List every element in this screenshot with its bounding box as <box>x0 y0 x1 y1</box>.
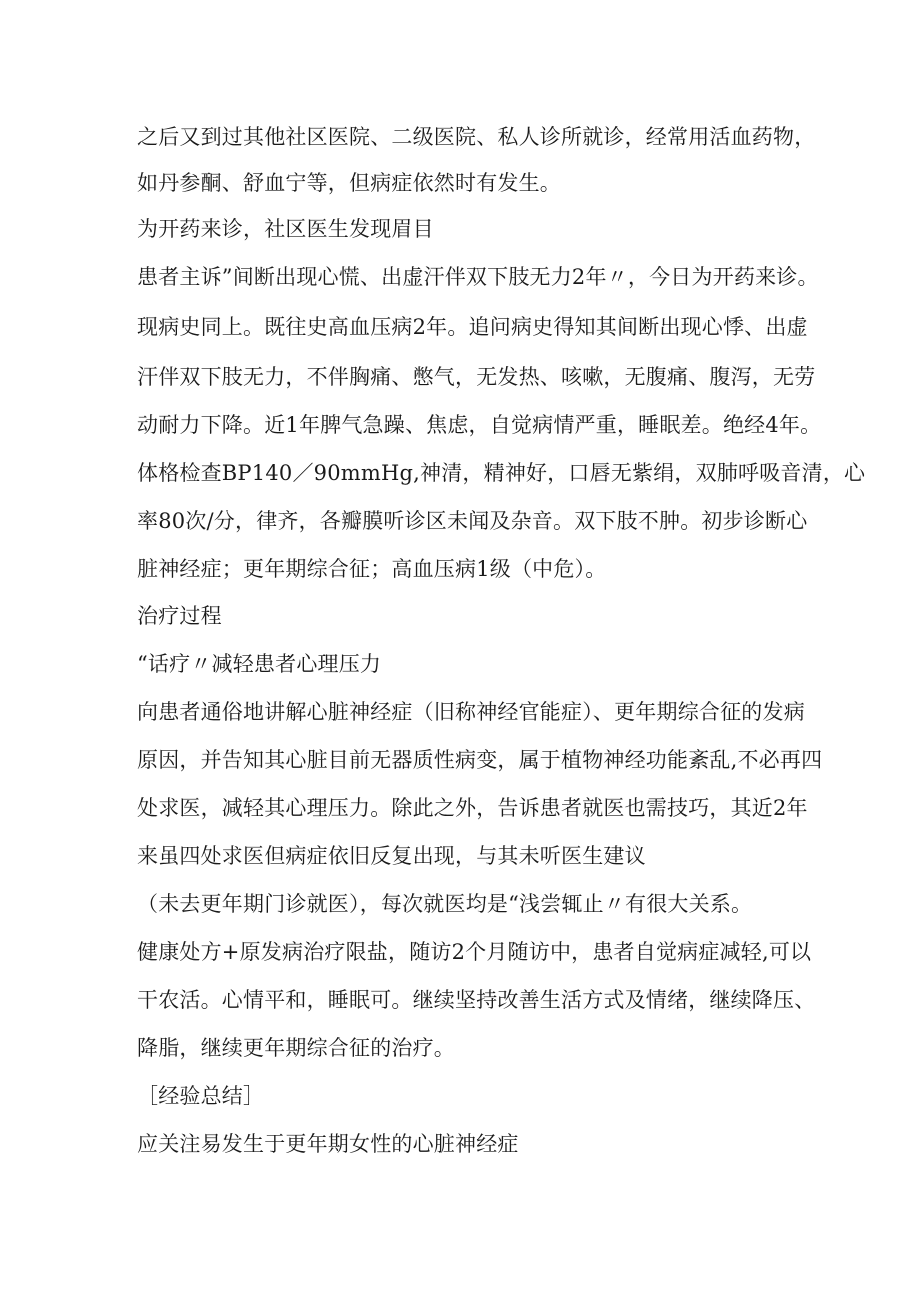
text-line: 脏神经症；更年期综合征；高血压病1级（中危）。 <box>137 557 607 581</box>
text-line: 原因，并告知其心脏目前无器质性病变，属于植物神经功能紊乱,不必再四 <box>137 748 823 772</box>
text-line: 向患者通俗地讲解心脏神经症（旧称神经官能症）、更年期综合征的发病 <box>137 700 805 724</box>
text-line: 患者主诉”间断出现心慌、出虚汗伴双下肢无力2年〃，今日为开药来诊。 <box>137 265 819 289</box>
section-heading: ［经验总结］ <box>137 1084 265 1108</box>
text-line: （未去更年期门诊就医），每次就医均是“浅尝辄止〃有很大关系。 <box>137 892 753 916</box>
text-line: 干农活。心情平和，睡眠可。继续坚持改善生活方式及情绪，继续降压、 <box>137 988 816 1012</box>
text-line: 处求医，减轻其心理压力。除此之外，告诉患者就医也需技巧，其近2年 <box>137 796 808 820</box>
text-line: 之后又到过其他社区医院、二级医院、私人诊所就诊，经常用活血药物， <box>137 125 816 149</box>
section-heading: 治疗过程 <box>137 604 222 628</box>
text-line: 为开药来诊，社区医生发现眉目 <box>137 217 434 241</box>
text-line: 来虽四处求医但病症依旧反复出现，与其未听医生建议 <box>137 844 646 868</box>
subsection-heading: “话疗〃减轻患者心理压力 <box>137 652 382 676</box>
text-line: 健康处方+原发病治疗限盐，随访2个月随访中，患者自觉病症减轻,可以 <box>137 940 812 964</box>
text-line: 现病史同上。既往史高血压病2年。追问病史得知其间断出现心悸、出虚 <box>137 315 808 339</box>
text-line: 汗伴双下肢无力，不伴胸痛、憋气，无发热、咳嗽，无腹痛、腹泻，无劳 <box>137 365 816 389</box>
text-line: 体格检查BP140／90mmHg,神清，精神好，口唇无紫绢，双肺呼吸音清，心 <box>137 461 866 485</box>
text-line: 降脂，继续更年期综合征的治疗。 <box>137 1036 455 1060</box>
text-line: 如丹参酮、舒血宁等，但病症依然时有发生。 <box>137 171 561 195</box>
text-line: 率80次/分，律齐，各瓣膜听诊区未闻及杂音。双下肢不肿。初步诊断心 <box>137 509 808 533</box>
text-line: 应关注易发生于更年期女性的心脏神经症 <box>137 1132 519 1156</box>
text-line: 动耐力下降。近1年脾气急躁、焦虑，自觉病情严重，睡眠差。绝经4年。 <box>137 413 822 437</box>
